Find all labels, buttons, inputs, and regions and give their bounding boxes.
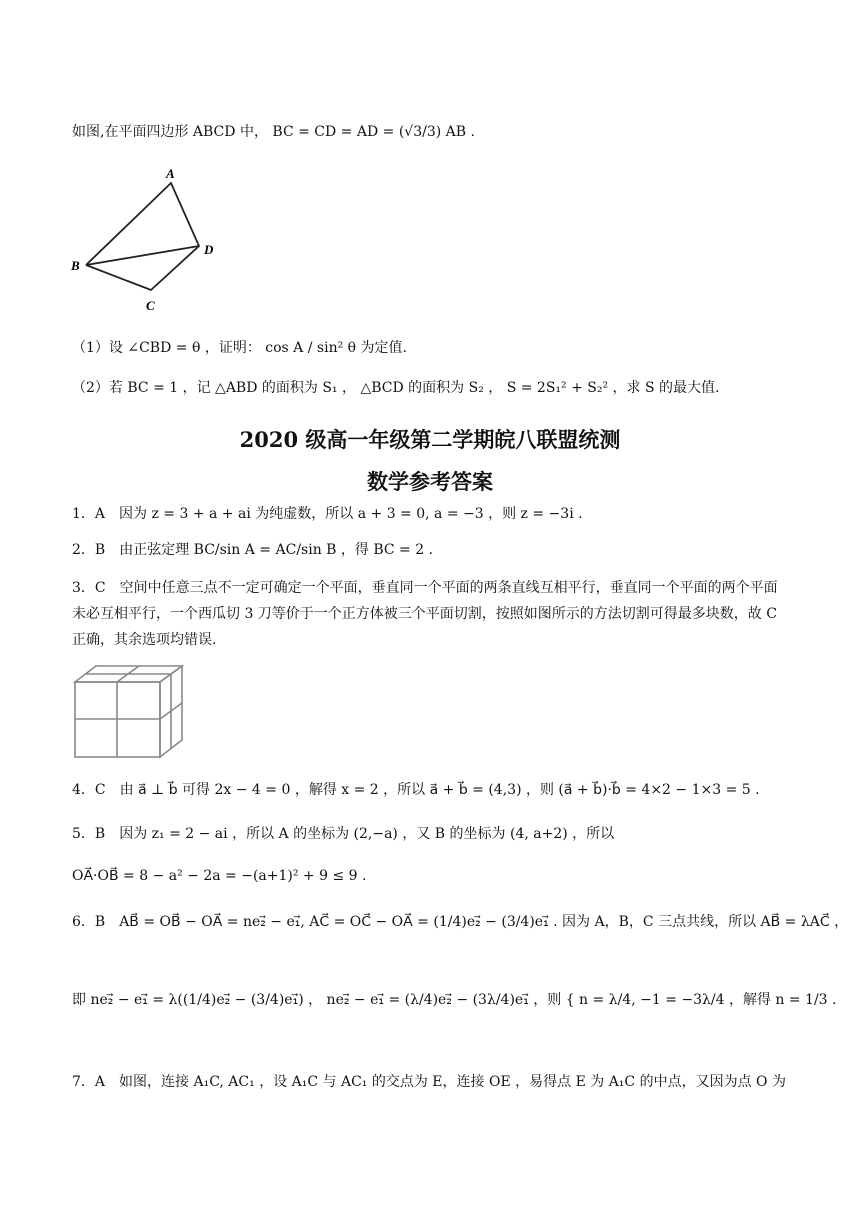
quadrilateral-figure <box>66 162 226 322</box>
problem-question-1: （1）设 ∠CBD = θ ，证明： cos A / sin² θ 为定值. <box>72 340 407 356</box>
problem-intro: 如图,在平面四边形 ABCD 中， BC = CD = AD = (√3/3) AB . <box>72 124 475 140</box>
answer-1: 1．A 因为 z = 3 + a + ai 为纯虚数，所以 a + 3 = 0, a = −3 ，则 z = −3i . <box>72 506 583 522</box>
answer-7: 7．A 如图，连接 A₁C, AC₁ ，设 A₁C 与 AC₁ 的交点为 E，连接 OE ，易得点 E 为 A₁C 的中点，又因为点 O 为 <box>72 1074 786 1090</box>
answer-2: 2．B 由正弦定理 BC/sin A = AC/sin B ，得 BC = 2 . <box>72 542 434 558</box>
cube-figure <box>72 662 187 762</box>
problem-question-2: （2）若 BC = 1 ，记 △ABD 的面积为 S₁ ， △BCD 的面积为 S₂ ， S = 2S₁² + S₂² ，求 S 的最大值. <box>72 380 720 396</box>
vertex-label-c: C <box>146 298 155 313</box>
answer-4: 4．C 由 a⃗ ⊥ b⃗ 可得 2x − 4 = 0 ，解得 x = 2 ，所以 a⃗ + b⃗ = (4,3) ，则 (a⃗ + b⃗)·b⃗ = 4×2 − 1×3 = 5 . <box>72 782 760 798</box>
answer-5-continued: OA⃗·OB⃗ = 8 − a² − 2a = −(a+1)² + 9 ≤ 9 . <box>72 868 367 884</box>
exam-title: 2020 级高一年级第二学期皖八联盟统测 <box>239 427 621 452</box>
answer-subtitle: 数学参考答案 <box>367 469 493 494</box>
vertex-label-b: B <box>71 258 80 273</box>
answer-3: 3．C 空间中任意三点不一定可确定一个平面，垂直同一个平面的两条直线互相平行，垂直同一个平面的两个平面未必互相平行，一个西瓜切 3 刀等价于一个正方体被三个平面切割，按照如图所示的方法切割可得最多块数，故 C 正确，其余选项均错误. <box>72 580 778 648</box>
vertex-label-a: A <box>166 166 175 181</box>
answer-6: 6．B AB⃗ = OB⃗ − OA⃗ = ne₂⃗ − e₁⃗, AC⃗ = OC⃗ − OA⃗ = (1/4)e₂⃗ − (3/4)e₁⃗ . 因为 A，B，C 三点共线，所以 AB⃗ = λAC⃗ ， <box>72 914 849 930</box>
vertex-label-d: D <box>204 242 214 257</box>
answer-5: 5．B 因为 z₁ = 2 − ai ，所以 A 的坐标为 (2,−a) ，又 B 的坐标为 (4, a+2) ，所以 <box>72 826 615 842</box>
answer-6-continued: 即 ne₂⃗ − e₁⃗ = λ((1/4)e₂⃗ − (3/4)e₁⃗) ， ne₂⃗ − e₁⃗ = (λ/4)e₂⃗ − (3λ/4)e₁⃗ ，则 { n = λ/4, −1 = −3λ/4 ，解得 n = 1/3 . <box>72 992 837 1008</box>
